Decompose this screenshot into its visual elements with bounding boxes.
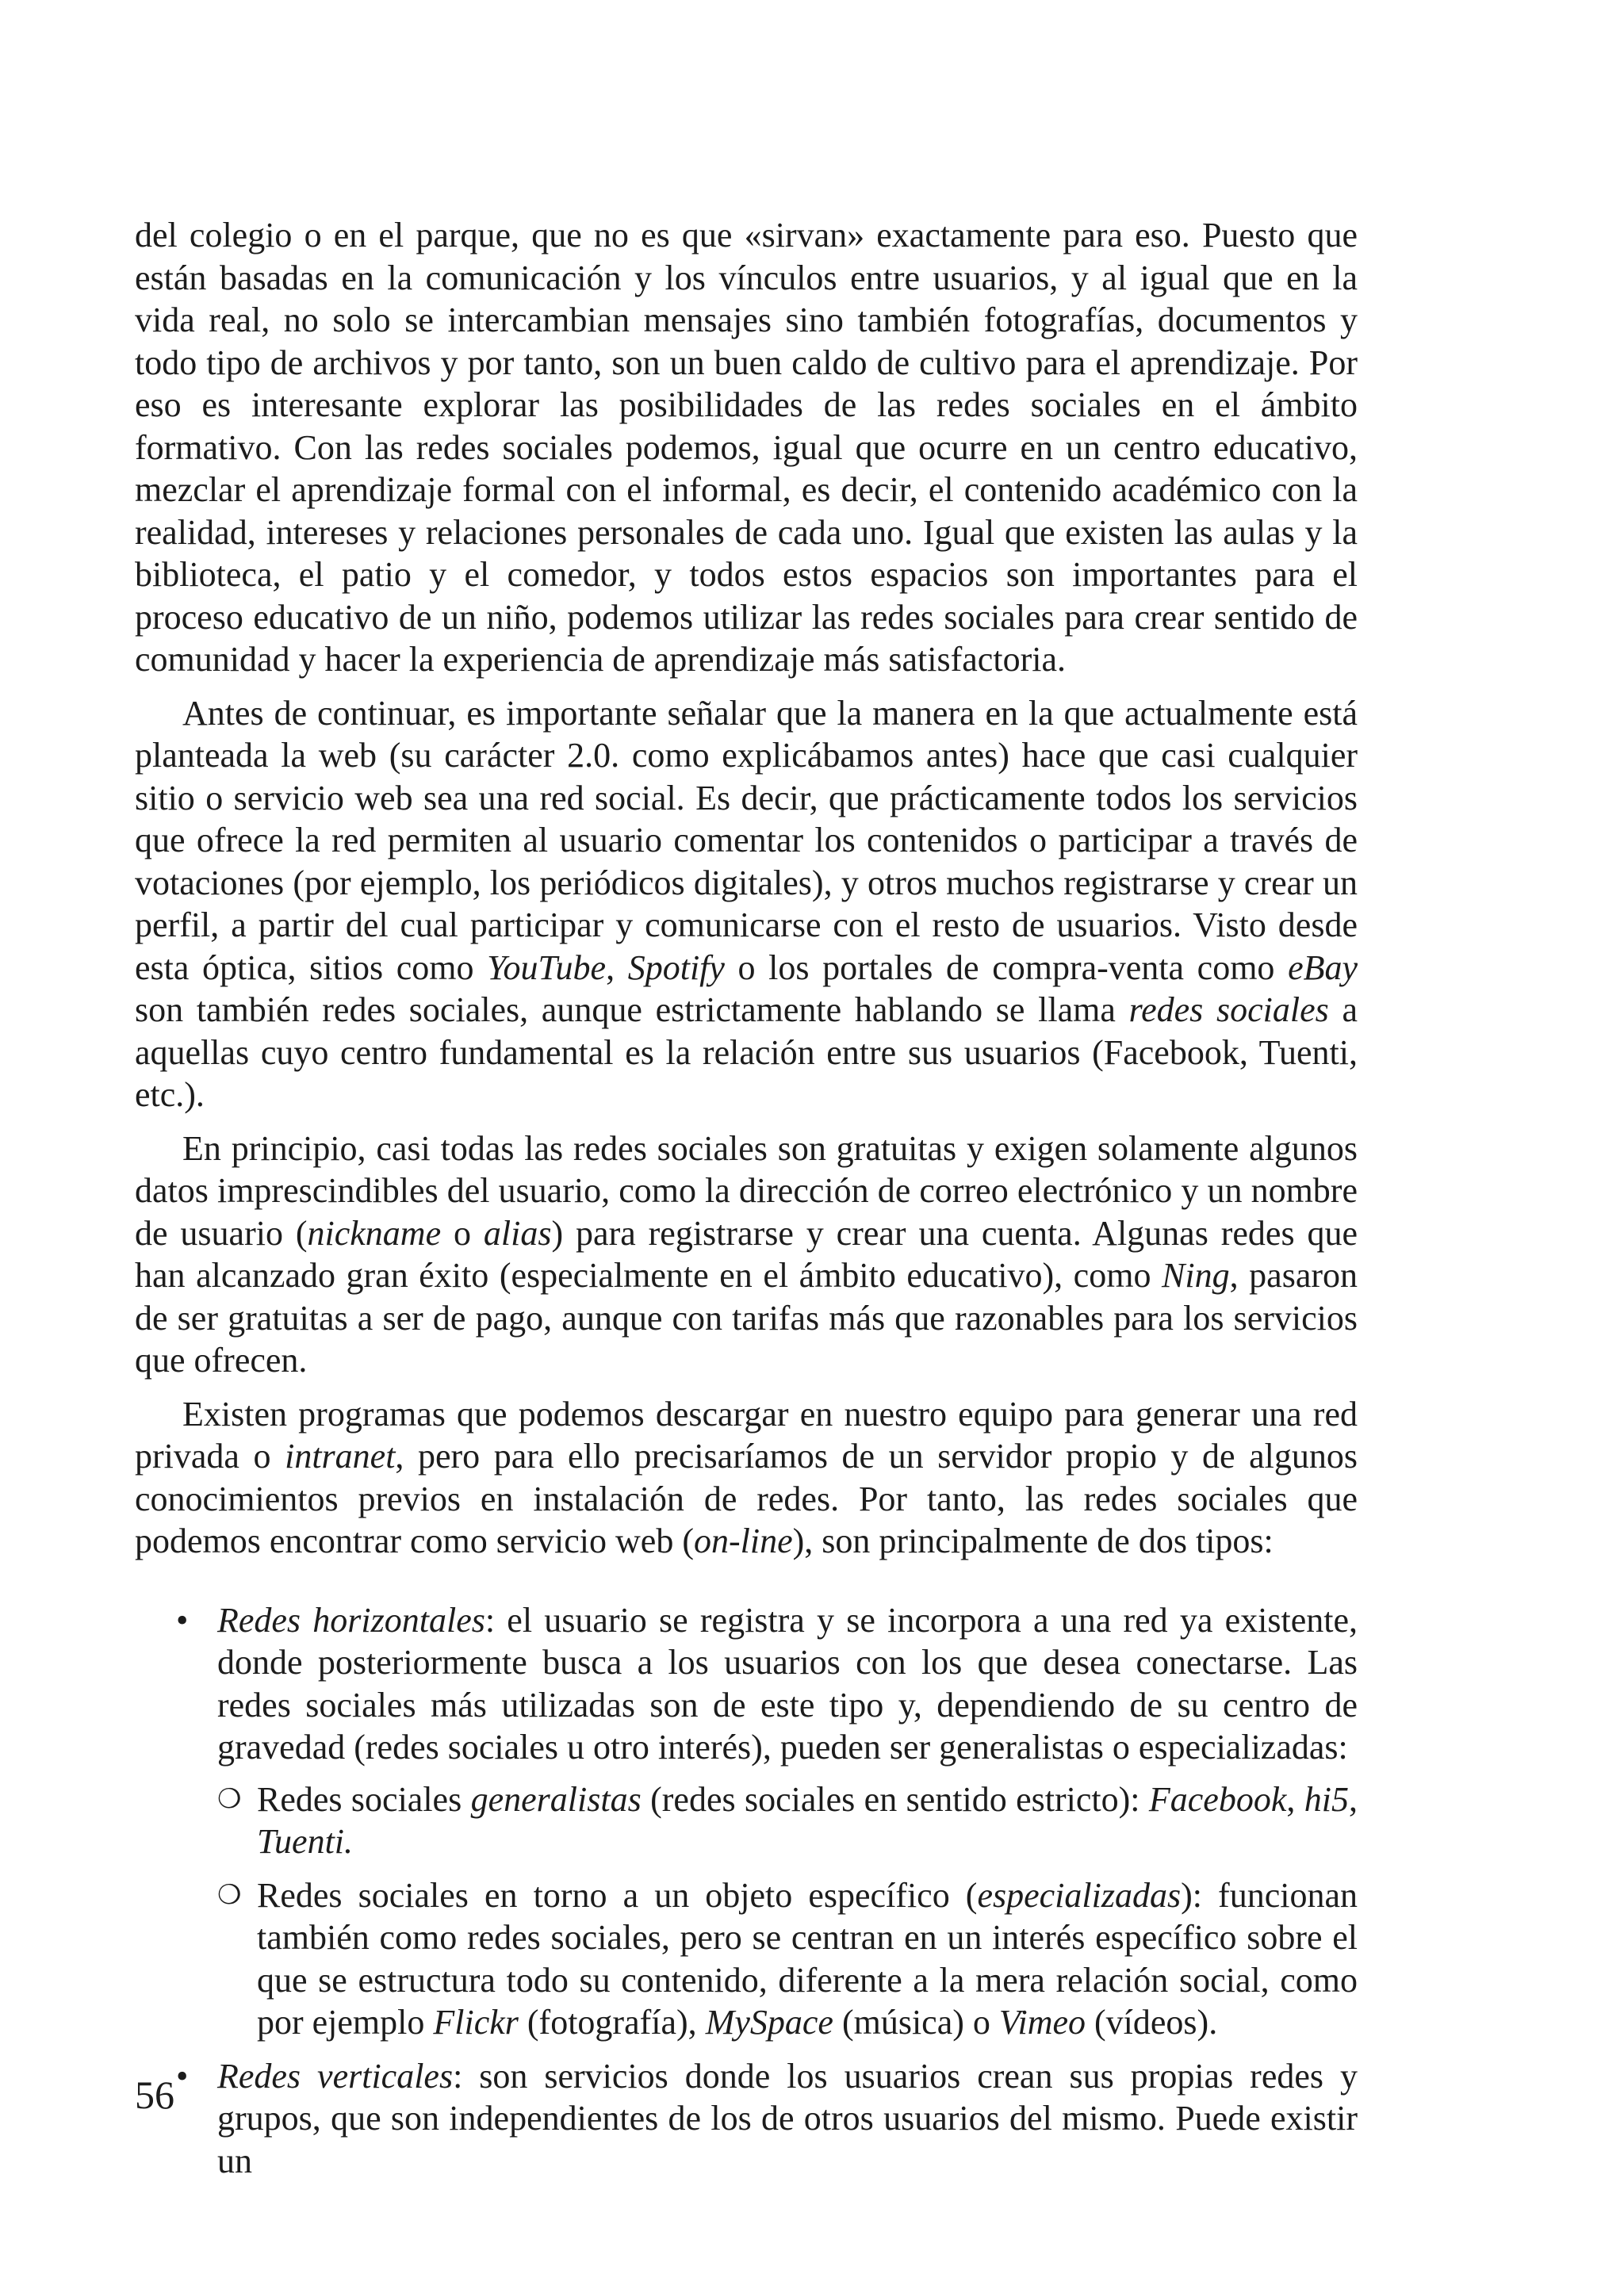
list-item (135, 2055, 1358, 2183)
page-number: 56 (135, 2073, 174, 2117)
italic-term: generalistas (470, 1779, 642, 1819)
italic-term: nickname (307, 1213, 442, 1253)
paragraph-text: del colegio o en el parque, que no es que «sirvan» exactamente para eso. Puesto que están basadas en la comunicación y los vínculos entre usuarios, y al igual que en la vida real, no solo se intercambian mensajes sino también fotografías, documentos y todo tipo de archivos y por tanto, son un buen caldo de cultivo para el aprendizaje. Por eso es interesante explorar las posibilidades de las redes sociales en el ámbito formativo. Con las redes sociales podemos, igual que ocurre en un centro educativo, mezclar el aprendizaje formal con el informal, es decir, el contenido académico con la realidad, intereses y relaciones personales de cada uno. Igual que existen las aulas y la biblioteca, el patio y el comedor, y todos estos espacios son importantes para el proceso educativo de un niño, podemos utilizar las redes sociales para crear sentido de comunidad y hacer la experiencia de aprendizaje más satisfactoria. (135, 216, 1358, 679)
list-item-text: : son servicios donde los usuarios crean sus propias redes y grupos, que son independientes de los de otros usuarios del mismo. Puede existir un (217, 2056, 1358, 2180)
paragraph-3 (135, 1127, 1358, 1382)
list-item-text: Redes sociales (257, 1779, 471, 1819)
italic-term: intranet (285, 1437, 396, 1476)
paragraph-text: , pasaron de ser gratuitas a ser de pago, aunque con tarifas más que razonables para los servicios que ofrecen. (135, 1256, 1358, 1380)
bullet-icon: • (176, 2056, 189, 2096)
italic-term: Facebook (1148, 1779, 1287, 1819)
paragraph-text: , pero para ello precisaríamos de un servidor propio y de algunos conocimientos previos en instalación de redes. Por tanto, las redes sociales que podemos encontrar como servicio web ( (135, 1437, 1358, 1560)
paragraph-text: o (441, 1213, 484, 1253)
paragraph-4 (135, 1393, 1358, 1563)
italic-term: MySpace (705, 2003, 833, 2042)
bullet-icon: • (176, 1600, 189, 1640)
paragraph-text: , (606, 947, 628, 987)
italic-term: Spotify (627, 947, 725, 987)
list-item-text: (vídeos). (1086, 2003, 1218, 2042)
list-item-text: (música) o (833, 2003, 999, 2042)
italic-term: alias (483, 1213, 552, 1253)
list-item-text: : el usuario se registra y se incorpora a una red ya existente, donde posteriormente busca a los usuarios con los que desea conectarse. Las redes sociales más utilizadas son de este tipo y, dependiendo de su centro de gravedad (redes sociales u otro interés), pueden ser generalistas o especializadas: (217, 1600, 1358, 1767)
paragraph-text: En principio, casi todas las redes sociales son gratuitas y exigen solamente algunos datos imprescindibles del usuario, como la dirección de correo electrónico y un nombre de usuario ( (135, 1128, 1358, 1253)
italic-term: Flickr (433, 2003, 519, 2042)
italic-term: eBay (1288, 947, 1358, 987)
italic-term: YouTube (487, 947, 607, 987)
italic-term: Ning (1162, 1256, 1230, 1295)
circle-bullet-icon: ❍ (217, 1880, 242, 1910)
list-item-text: Redes sociales en torno a un objeto específico ( (257, 1875, 978, 1915)
sub-list (135, 1778, 1358, 2044)
italic-term: redes sociales (1128, 990, 1329, 1029)
paragraph-text: son también redes sociales, aunque estrictamente hablando se llama (135, 990, 1129, 1029)
paragraph-text: o los portales de compra-venta como (724, 947, 1289, 987)
paragraph-text: Existen programas que podemos descargar en nuestro equipo para generar una red privada o (135, 1394, 1358, 1476)
italic-term: Redes horizontales (217, 1600, 485, 1640)
sub-list-item (135, 1874, 1358, 2044)
italic-term: Redes verticales (217, 2056, 454, 2096)
list-item-text: (fotografía), (518, 2003, 706, 2042)
sub-list-item (135, 1778, 1358, 1863)
list-item-text: , (1349, 1779, 1358, 1819)
network-types-list (135, 1599, 1358, 2183)
paragraph-text: ) para registrarse y crear una cuenta. Algunas redes que han alcanzado gran éxito (especialmente en el ámbito educativo), como (135, 1213, 1358, 1295)
paragraph-1 (135, 214, 1358, 681)
list-item (135, 1599, 1358, 1769)
circle-bullet-icon: ❍ (217, 1784, 242, 1814)
italic-term: Tuenti. (257, 1822, 354, 1861)
italic-term: Vimeo (998, 2003, 1086, 2042)
list-item-text: ): funcionan también como redes sociales, pero se centran en un interés específico sobre el que se estructura todo su contenido, diferente a la mera relación social, como por ejemplo (257, 1875, 1358, 2042)
paragraph-2 (135, 692, 1358, 1116)
list-item-text: , (1286, 1779, 1304, 1819)
paragraph-text: ), son principalmente de dos tipos: (792, 1522, 1274, 1560)
italic-term: on-line (694, 1522, 793, 1560)
italic-term: especializadas (977, 1875, 1182, 1915)
paragraph-text: a aquellas cuyo centro fundamental es la relación entre sus usuarios (Facebook, Tuenti, etc.). (135, 990, 1358, 1114)
paragraph-text: Antes de continuar, es importante señalar que la manera en la que actualmente está planteada la web (su carácter 2.0. como explicábamos antes) hace que casi cualquier sitio o servicio web sea una red social. Es decir, que prácticamente todos los servicios que ofrece la red permiten al usuario comentar los contenidos o participar a través de votaciones (por ejemplo, los periódicos digitales), y otros muchos registrarse y crear un perfil, a partir del cual participar y comunicarse con el resto de usuarios. Visto desde esta óptica, sitios como (135, 693, 1358, 987)
body-text (135, 214, 1358, 2192)
italic-term: hi5 (1304, 1779, 1349, 1819)
list-item-text: (redes sociales en sentido estricto): (641, 1779, 1149, 1819)
